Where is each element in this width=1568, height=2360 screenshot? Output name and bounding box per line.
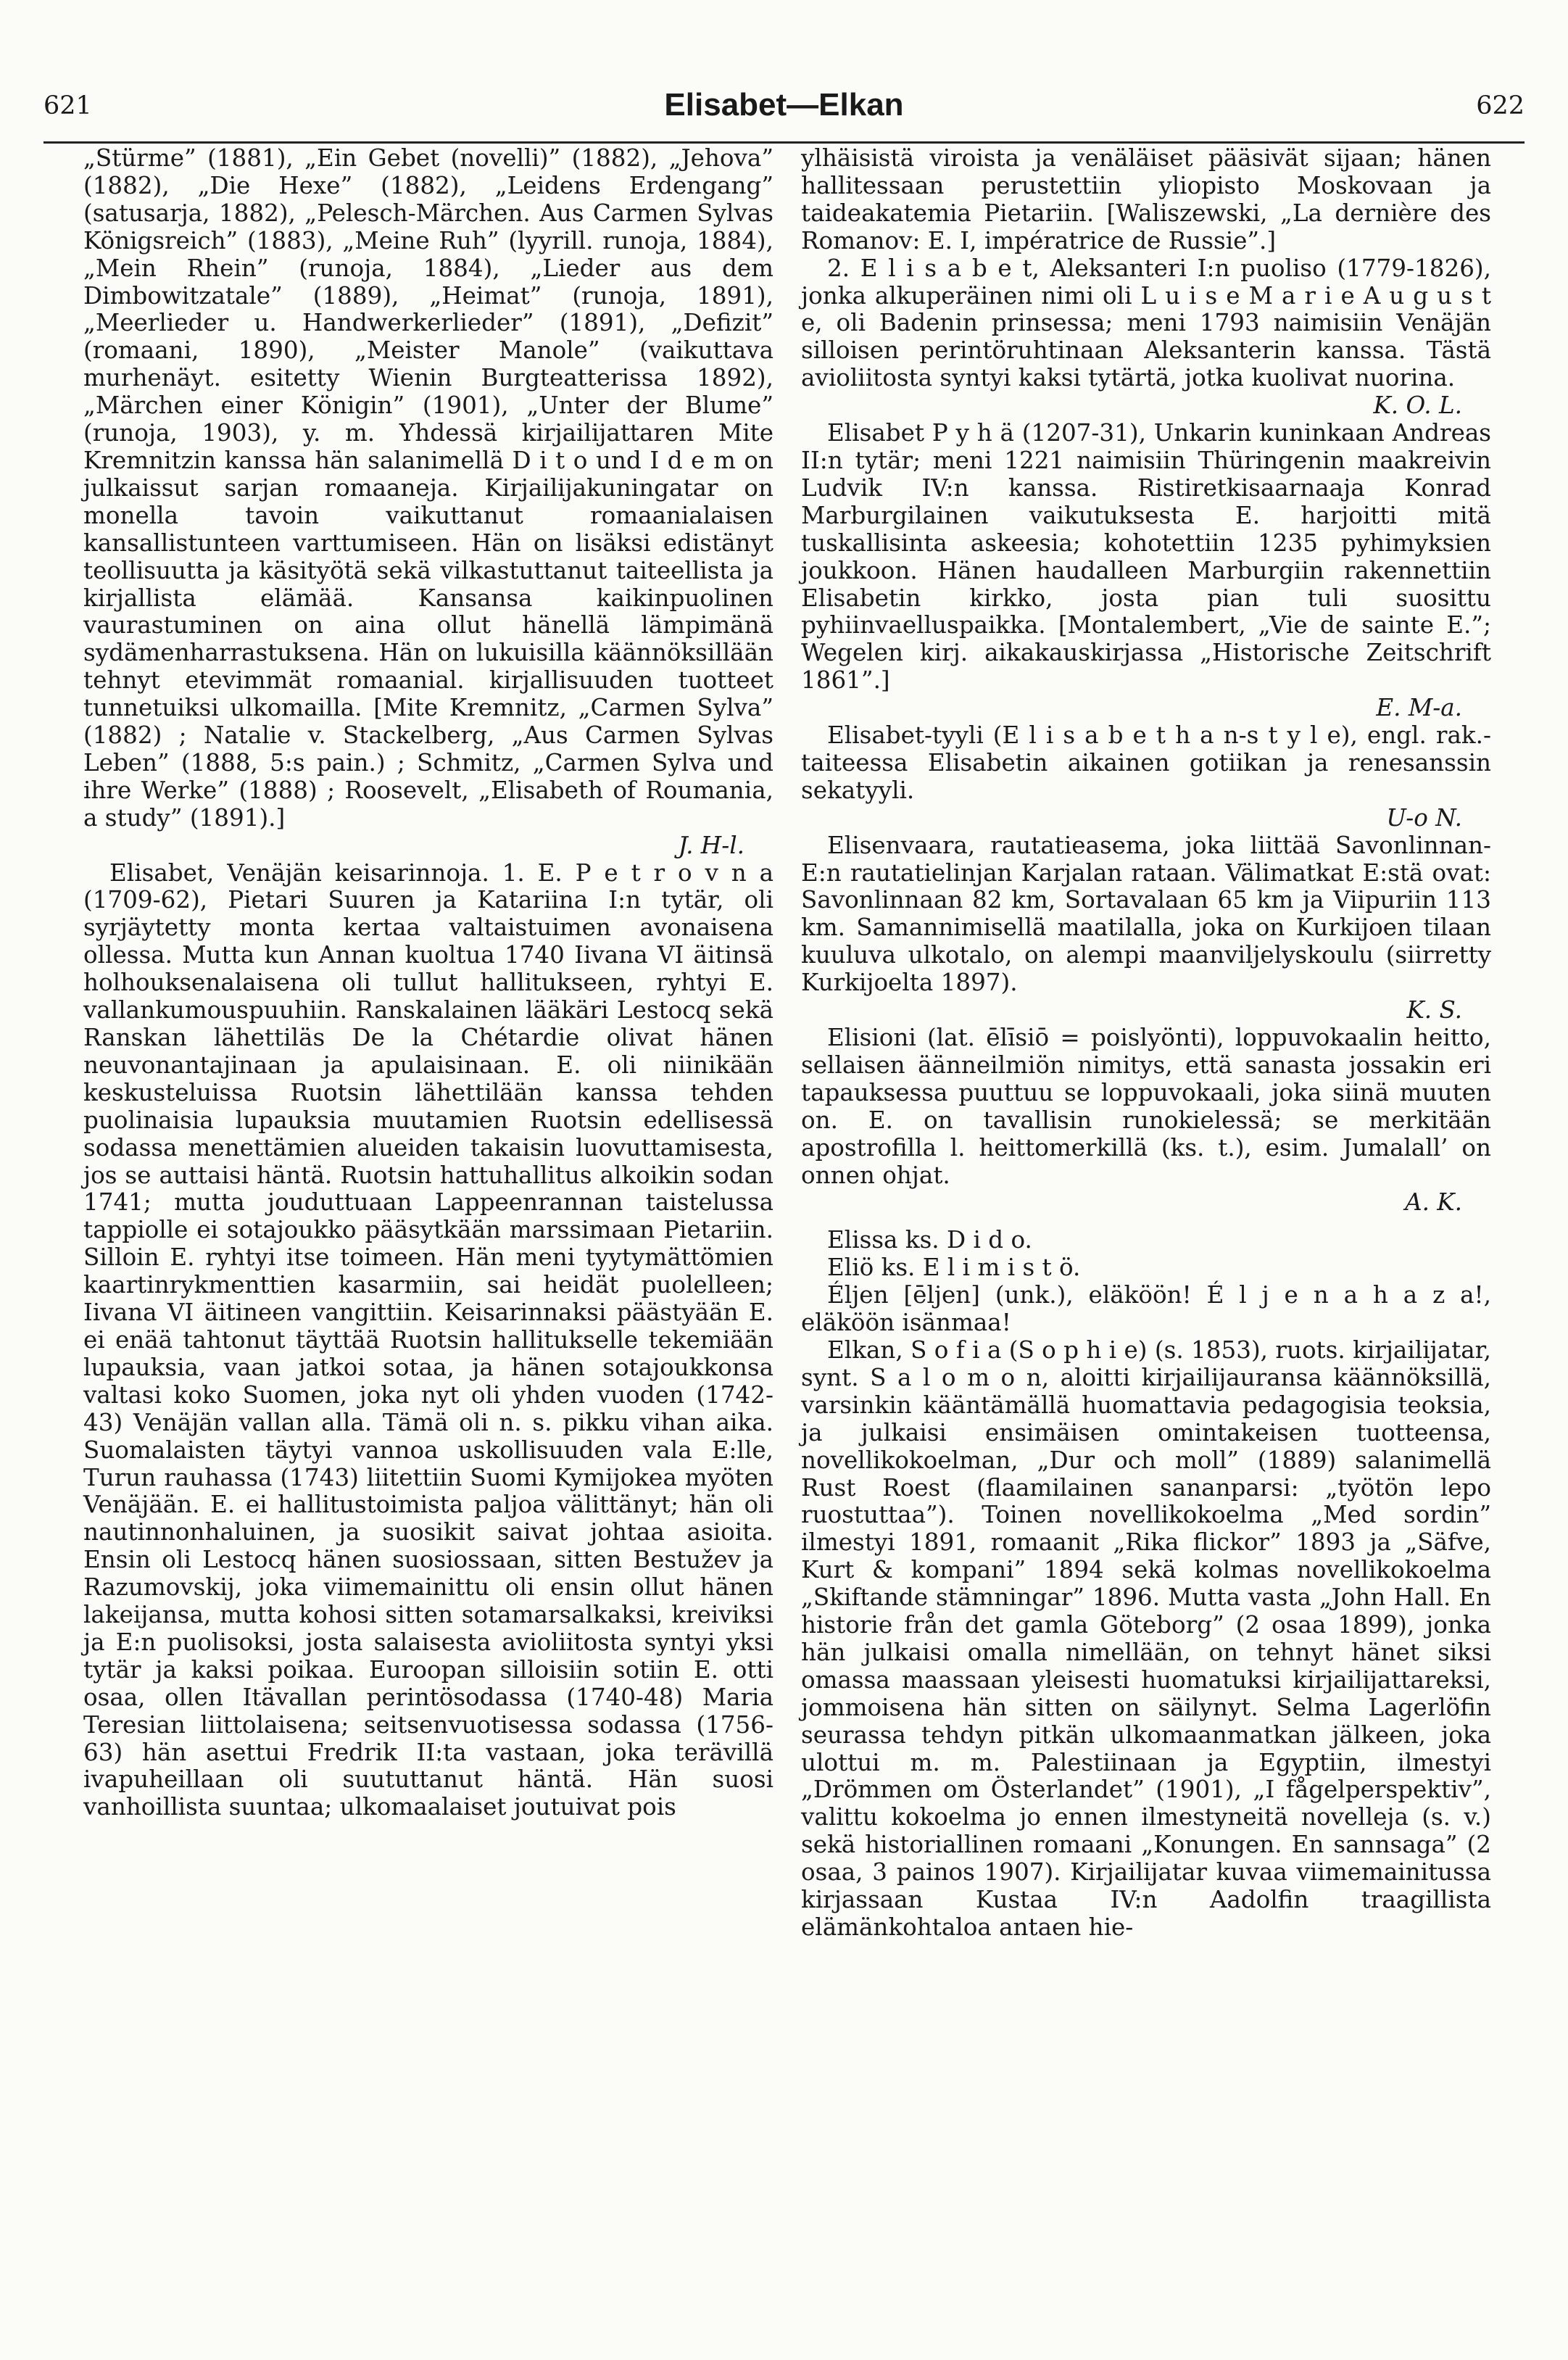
signature: J. H-l.: [678, 831, 744, 859]
entry-elisenvaara: Elisenvaara, rautatieasema, joka liittää Savonlinnan-E:n rautatielinjan Karjalan rataan. Välimatkat E:stä ovat: Savonlinnaan 82 km, Sortavalaan 65 km ja Viipuriin 113 km. Samannimisellä maatilalla, joka on Kurkijoen tilaan kuuluva ulkotalo, on alempi maanviljelyskoulu (siirretty Kurkijoelta 1897).: [801, 831, 1491, 997]
entry-elio: Eliö ks. E l i m i s t ö.: [827, 1254, 1081, 1282]
right-column: [801, 145, 1491, 1942]
signature: A. K.: [1405, 1188, 1462, 1217]
signature: E. M-a.: [1376, 694, 1462, 722]
entry-elisabet-2: 2. E l i s a b e t, Aleksanteri I:n puoliso (1779-1826), jonka alkuperäinen nimi oli L u i s e M a r i e A u g u s t e, oli Badenin prinsessa; meni 1793 naimisiin Venäjän silloisen perintöruhtinaan Aleksanterin kanssa. Tästä avioliitosta syntyi kaksi tytärtä, jotka kuolivat nuorina.: [801, 254, 1491, 392]
entry-carmen-sylva-works: „Stürme” (1881), „Ein Gebet (novelli)” (1882), „Jehova” (1882), „Die Hexe” (1882), „Leidens Erdengang” (satusarja, 1882), „Pelesch-Märchen. Aus Carmen Sylvas Königsreich” (1883), „Meine Ruh” (lyyrill. runoja, 1884), „Mein Rhein” (runoja, 1884), „Lieder aus dem Dimbowitzatale” (1889), „Heimat” (runoja, 1891), „Meerlieder u. Handwerkerlieder” (1891), „Defizit” (romaani, 1890), „Meister Manole” (vaikuttava murhenäyt. esitetty Wienin Burgteatterissa 1892), „Märchen einer Königin” (1901), „Unter der Blume” (runoja, 1903), y. m. Yhdessä kirjailijattaren Mite Kremnitzin kanssa hän salanimellä D i t o und I d e m on julkaissut sarjan romaaneja. Kirjailijakuningatar on monella tavoin vaikuttanut romaanialaisen kansallistunteen varttumiseen. Hän on lisäksi edistänyt teollisuutta ja käsityötä sekä vilkastuttanut taiteellista ja kirjallista elämää. Kansansa kaikinpuolinen vaurastuminen on aina ollut hänellä lämpimänä sydämenharrastuksena. Hän on lukuisilla käännöksillään tehnyt etevimmät romaanial. kirjallisuuden tuotteet tunnetuiksi ulkomailla. [Mite Kremnitz, „Carmen Sylva” (1882) ; Natalie v. Stackelberg, „Aus Carmen Sylvas Leben” (1888, 5:s pain.) ; Schmitz, „Carmen Sylva und ihre Werke” (1888) ; Roosevelt, „Elisabeth of Roumania, a study” (1891).]: [83, 144, 773, 832]
entry-elisabet-empress: Elisabet, Venäjän keisarinnoja. 1. E. P e t r o v n a (1709-62), Pietari Suuren ja Katariina I:n tytär, oli syrjäytetty monta kertaa valtaistuimen avonaisena ollessa. Mutta kun Annan kuoltua 1740 Iivana VI äitinsä holhouksenalaisena oli tullut hallitukseen, ryhtyi E. vallankumouspuuhiin. Ranskalainen lääkäri Lestocq sekä Ranskan lähettiläs De la Chétardie olivat hänen neuvonantajinaan ja apulaisinaan. E. oli niinikään keskusteluissa Ruotsin lähettilään kanssa tehden puolinaisia lupauksia muutamien Ruotsin edellisessä sodassa menettämien alueiden takaisin luovuttamisesta, jos se auttaisi häntä. Ruotsin hattuhallitus alkoikin sodan 1741; mutta jouduttuaan Lappeenrannan taistelussa tappiolle ei sotajoukko pääsytkään marssimaan Pietariin. Silloin E. ryhtyi itse toimeen. Hän meni tyytymättömien kaartinrykmenttien kasarmiin, sai heidät puolelleen; Iivana VI äitineen vangittiin. Keisarinnaksi päästyään E. ei enää tahtonut täyttää Ruotsin hallitukselle tekemiään lupauksia, vaan jatkoi sotaa, ja hänen sotajoukkonsa valtasi koko Suomen, joka nyt oli yhden vuoden (1742-43) Venäjän vallan alla. Tämä oli n. s. pikku vihan aika. Suomalaisten täytyi vannoa uskollisuuden vala E:lle, Turun rauhassa (1743) liitettiin Suomi Kymijokea myöten Venäjään. E. ei hallitustoimista paljoa välittänyt; hän oli nautinnonhaluinen, ja suosikit saivat johtaa asioita. Ensin oli Lestocq hänen suosiossaan, sitten Bestužev ja Razumovskij, joka viimemainittu oli ensin ollut hänen lakeijansa, mutta kohosi sitten sotamarsalkaksi, kreiviksi ja E:n puolisoksi, josta salaisesta avioliitosta syntyi yksi tytär ja kaksi poikaa. Euroopan silloisiin sotiin E. otti osaa, ollen Itävallan perintösodassa (1740-48) Maria Teresian liittolaisena; seitsenvuotisessa sodassa (1756-63) hän asettui Fredrik II:ta vastaan, joka terävillä ivapuheillaan oli suututtanut häntä. Hän suosi vanhoillista suuntaa; ulkomaalaiset joutuivat pois: [83, 858, 773, 1821]
page-number-right: 622: [1476, 91, 1525, 120]
page-header: [0, 87, 1568, 142]
entry-elissa: Elissa ks. D i d o.: [827, 1226, 1032, 1254]
entry-elkan: Elkan, S o f i a (S o p h i e) (s. 1853), ruots. kirjailijatar, synt. S a l o m o n, aloitti kirjailijauransa käännöksillä, varsinkin kääntämällä huomattavia pedagogisia teoksia, ja julkaisi ensimäisen omintakeisen tuotteensa, novellikokoelman, „Dur och moll” (1889) salanimellä Rust Roest (flaamilainen sananparsi: „työtön lepo ruostuttaa”). Toinen novellikokoelma „Med sordin” ilmestyi 1891, romaanit „Rika flickor” 1893 ja „Säfve, Kurt & kompani” 1894 sekä kolmas novellikokoelma „Skiftande stämningar” 1896. Mutta vasta „John Hall. En historie från det gamla Göteborg” (2 osaa 1899), jonka hän julkaisi omalla nimellään, on tehnyt hänet siksi omassa maassaan yleisesti huomatuksi kirjailijattareksi, jommoisena hän sitten on säilynyt. Selma Lagerlöfin seurassa tehdyn pitkän ulkomaanmatkan jälkeen, joka ulottui m. m. Palestiinaan ja Egyptiin, ilmestyi „Drömmen om Österlandet” (1901), „I fågelperspektiv”, valittu kokoelma jo ennen ilmestyneitä novelleja (s. v.) sekä historiallinen romaani „Konungen. En sannsaga” (2 osaa, 3 painos 1907). Kirjailijatar kuvaa viimemainitussa kirjassaan Kustaa IV:n Aadolfin traagillista elämänkohtaloa antaen hie-: [801, 1336, 1491, 1941]
entry-elisabet-continued: ylhäisistä viroista ja venäläiset pääsivät sijaan; hänen hallitessaan perustettiin yliopisto Moskovaan ja taideakatemia Pietariin. [Waliszewski, „La dernière des Romanov: E. I, impératrice de Russie”.]: [801, 144, 1491, 254]
entry-elisabet-pyha: Elisabet P y h ä (1207-31), Unkarin kuninkaan Andreas II:n tytär; meni 1221 naimisiin Thüringenin maakreivin Ludvik IV:n kanssa. Ristiretkisaarnaaja Konrad Marburgilainen vaikutuksesta E. harjoitti mitä tuskallisinta askeesia; kohotettiin 1235 pyhimyksien joukkoon. Hänen haudalleen Marburgiin rakennettiin Elisabetin kirkko, josta pian tuli suosittu pyhiinvaelluspaikka. [Montalembert, „Vie de sainte E.”; Wegelen kirj. aikakauskirjassa „Historische Zeitschrift 1861”.]: [801, 419, 1491, 695]
page-number-left: 621: [43, 91, 92, 120]
signature: K. S.: [1406, 996, 1462, 1024]
entry-eljen: Éljen [ēljen] (unk.), eläköön! É l j e n a h a z a!, eläköön isänmaa!: [801, 1281, 1491, 1337]
entry-elisioni: Elisioni (lat. ēlīsiō = poislyönti), loppuvokaalin heitto, sellaisen äänneilmiön nimitys, että sanasta jossakin eri tapauksessa puuttuu se loppuvokaali, joka siinä muuten on. E. on tavallisin runokielessä; se merkitään apostrofilla l. heittomerkillä (ks. t.), esim. Jumalall’ on onnen ohjat.: [801, 1024, 1491, 1189]
signature: K. O. L.: [1373, 392, 1462, 420]
page-title: Elisabet—Elkan: [664, 87, 904, 123]
left-column: [83, 145, 773, 1821]
header-rule: [43, 141, 1525, 144]
signature: U-o N.: [1386, 803, 1462, 832]
entry-elisabet-tyyli: Elisabet-tyyli (E l i s a b e t h a n-s t y l e), engl. rak.-taiteessa Elisabetin aikainen gotiikan ja renesanssin sekatyyli.: [801, 721, 1491, 804]
